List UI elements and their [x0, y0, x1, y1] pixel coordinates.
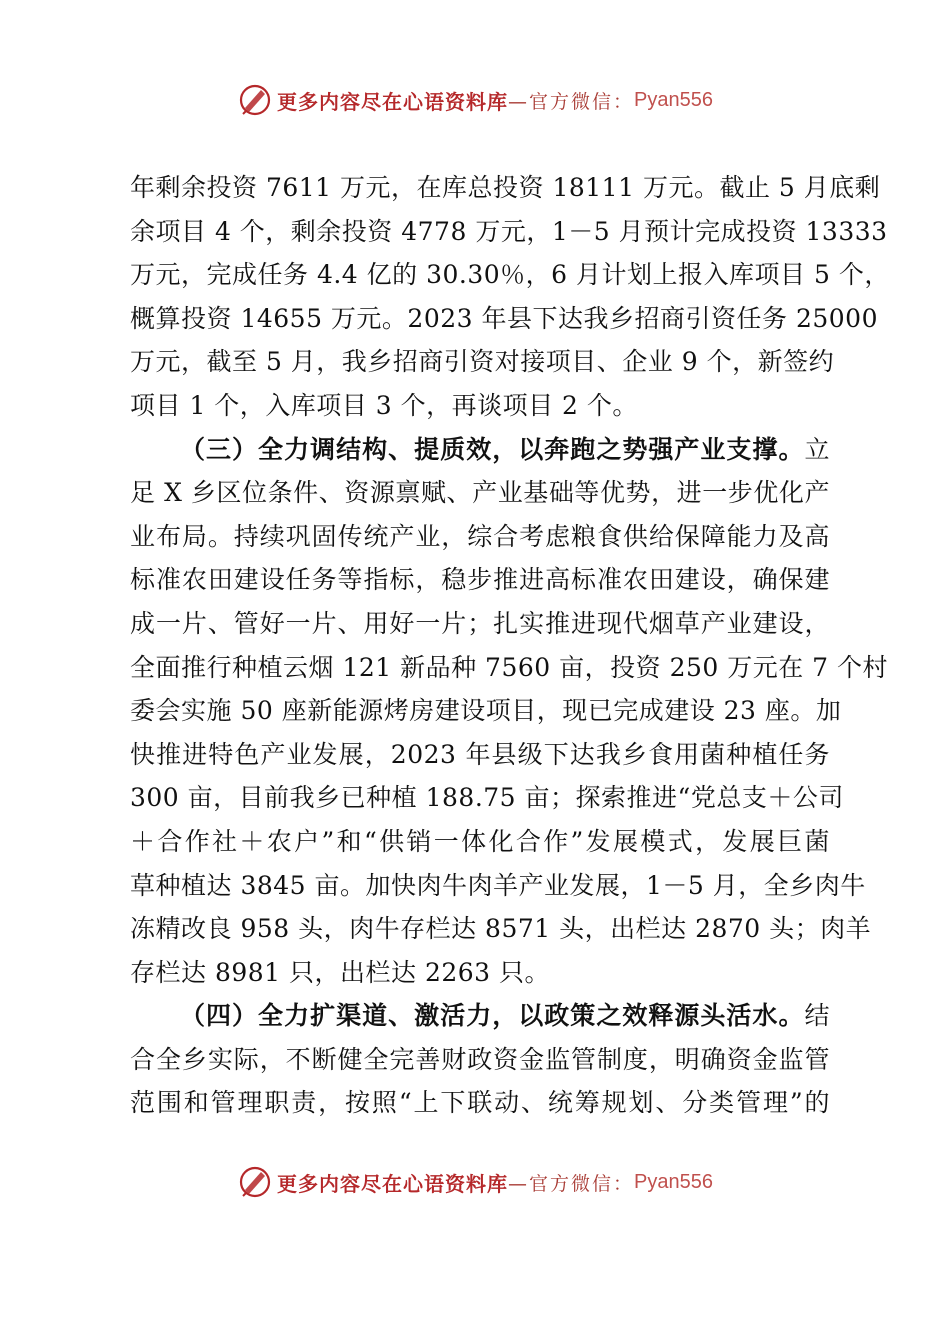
- body-line: 范围和管理职责，按照“上下联动、统筹规划、分类管理”的: [130, 1088, 830, 1118]
- banner-official-text: —官方微信：: [508, 1172, 635, 1195]
- body-line: 余项目 4 个，剩余投资 4778 万元，1－5 月预计完成投资 13333: [130, 216, 888, 246]
- banner-official-text: —官方微信：: [508, 90, 635, 113]
- body-line: ＋合作社＋农户”和“供销一体化合作”发展模式，发展巨菌: [130, 826, 830, 856]
- banner-wechat-id: Pyan556: [634, 1170, 713, 1193]
- body-line: 全面推行种植云烟 121 新品种 7560 亩，投资 250 万元在 7 个村: [130, 652, 889, 682]
- body-line: 万元，截至 5 月，我乡招商引资对接项目、企业 9 个，新签约: [130, 347, 835, 377]
- body-line: 业布局。持续巩固传统产业，综合考虑粮食供给保障能力及高: [130, 521, 830, 551]
- body-line: 300 亩，目前我乡已种植 188.75 亩；探索推进“党总支＋公司: [130, 783, 844, 813]
- body-line: 快推进特色产业发展，2023 年县级下达我乡食用菌种植任务: [130, 739, 830, 769]
- body-line: 足 X 乡区位条件、资源禀赋、产业基础等优势，进一步优化产: [130, 478, 830, 508]
- body-line: 标准农田建设任务等指标，稳步推进高标准农田建设，确保建: [130, 565, 830, 595]
- body-line: 年剩余投资 7611 万元，在库总投资 18111 万元。截止 5 月底剩: [130, 173, 881, 202]
- body-line: 概算投资 14655 万元。2023 年县下达我乡招商引资任务 25000: [130, 303, 878, 333]
- body-text-fragment: 立: [804, 434, 830, 464]
- body-line: 冻精改良 958 头，肉牛存栏达 8571 头，出栏达 2870 头；肉羊: [130, 914, 872, 944]
- pen-seal-icon: [237, 1164, 273, 1200]
- body-line: 合全乡实际，不断健全完善财政资金监管制度，明确资金监管: [130, 1044, 830, 1074]
- section-heading-line: [130, 994, 830, 1038]
- document-body: [130, 166, 890, 1125]
- banner-brand-text: 更多内容尽在心语资料库: [277, 89, 508, 114]
- body-text-fragment: 结: [804, 1001, 830, 1031]
- banner-wechat-id: Pyan556: [634, 88, 713, 111]
- header-watermark-banner: [0, 80, 950, 120]
- body-line: 成一片、管好一片、用好一片；扎实推进现代烟草产业建设，: [130, 608, 830, 638]
- body-line: 草种植达 3845 亩。加快肉牛肉羊产业发展，1－5 月，全乡肉牛: [130, 870, 866, 900]
- footer-watermark-banner: [0, 1162, 950, 1202]
- section-heading: （四）全力扩渠道、激活力，以政策之效释源头活水。: [180, 1001, 805, 1031]
- section-heading-line: [130, 428, 830, 472]
- banner-brand-text: 更多内容尽在心语资料库: [277, 1171, 508, 1196]
- body-line: 项目 1 个，入库项目 3 个，再谈项目 2 个。: [130, 390, 638, 420]
- body-line: 委会实施 50 座新能源烤房建设项目，现已完成建设 23 座。加: [130, 696, 842, 726]
- body-line: 万元，完成任务 4.4 亿的 30.30％，6 月计划上报入库项目 5 个，: [130, 260, 890, 290]
- body-line: 存栏达 8981 只，出栏达 2263 只。: [130, 957, 551, 987]
- section-heading: （三）全力调结构、提质效，以奔跑之势强产业支撑。: [180, 434, 805, 464]
- pen-seal-icon: [237, 82, 273, 118]
